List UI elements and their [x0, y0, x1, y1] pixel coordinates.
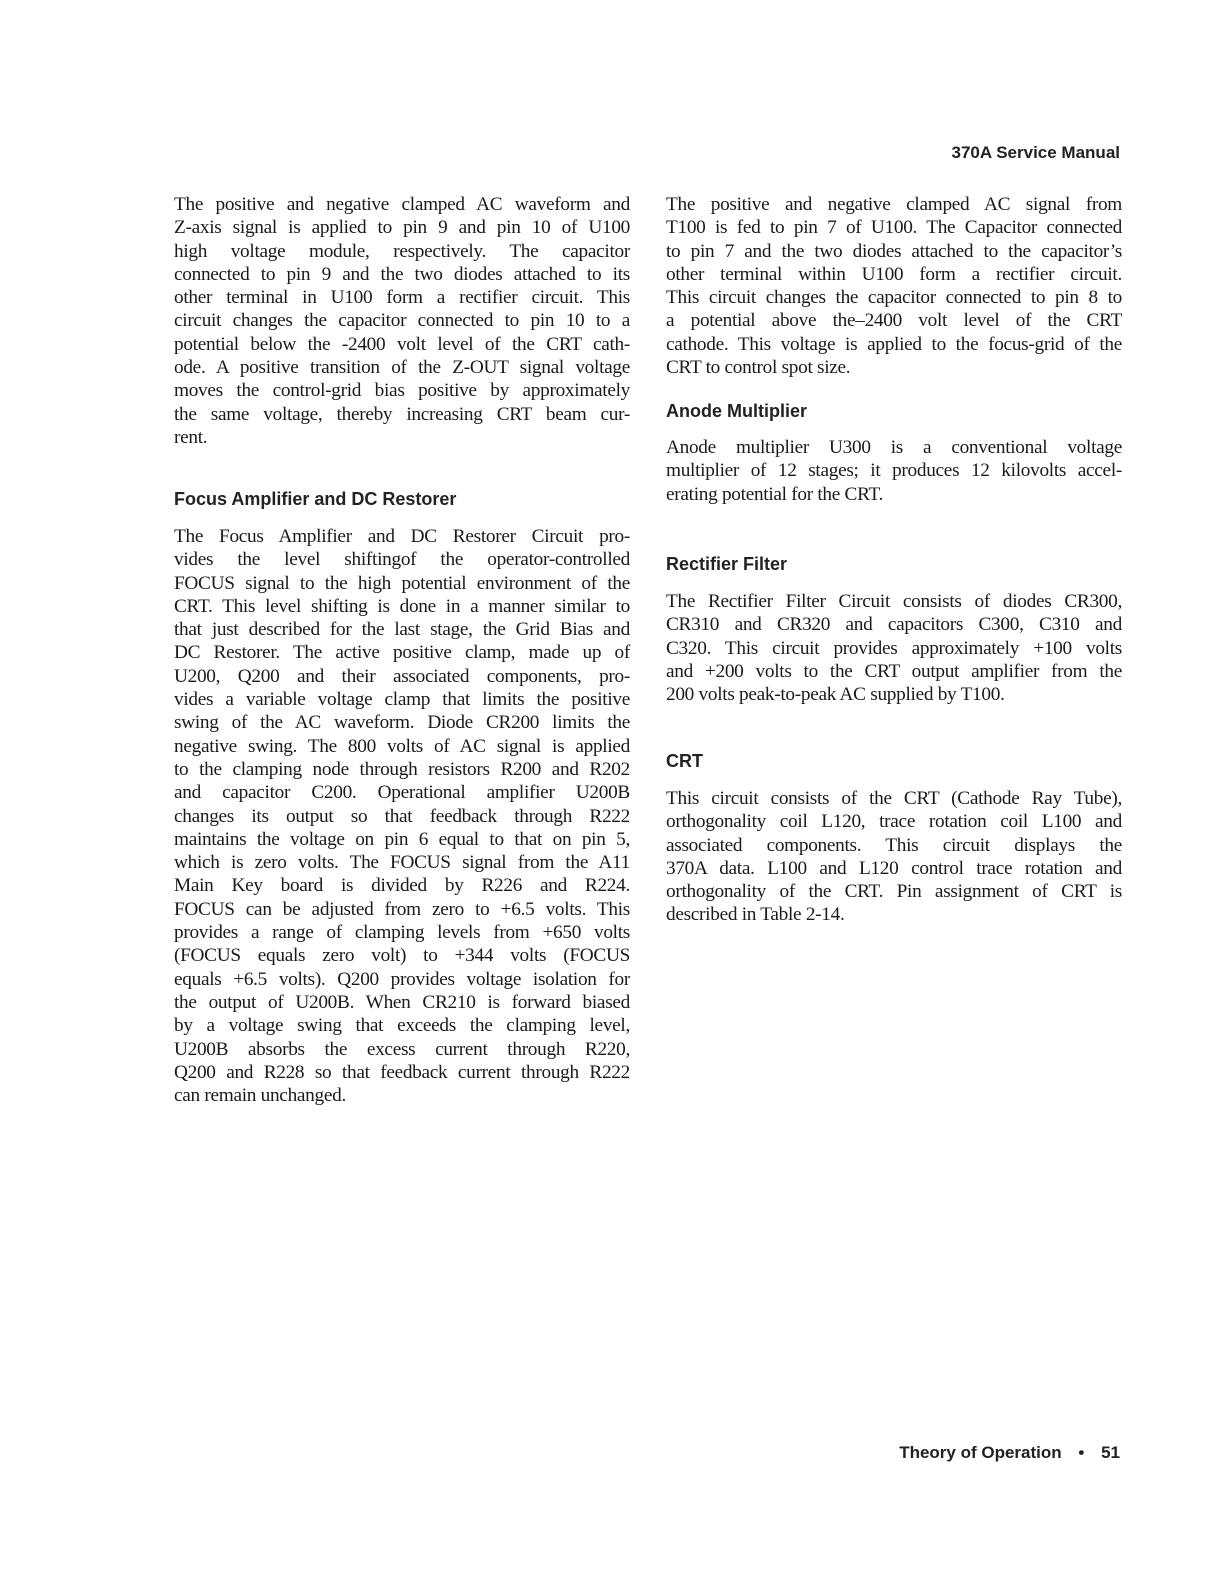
text-line: and +200 volts to the CRT output amplifier from the [666, 660, 1122, 682]
text-line: multiplier of 12 stages; it produces 12 kilovolts accel- [666, 460, 1122, 482]
text-line: can remain unchanged. [174, 1085, 346, 1107]
text-line: swing of the AC waveform. Diode CR200 limits the [174, 712, 630, 734]
text-line: DC Restorer. The active positive clamp, made up of [174, 642, 630, 664]
text-line: The positive and negative clamped AC signal from [666, 194, 1122, 215]
text-line: the same voltage, thereby increasing CRT beam cur- [174, 403, 630, 425]
paragraph-focus-grid [666, 193, 1122, 379]
text-line: U200B absorbs the excess current through R220, [174, 1038, 630, 1060]
text-line: Anode multiplier U300 is a conventional voltage [666, 437, 1122, 458]
text-line: high voltage module, respectively. The capacitor [174, 240, 630, 262]
text-line: moves the control-grid bias positive by approximately [174, 380, 630, 402]
text-line: the output of U200B. When CR210 is forward biased [174, 991, 630, 1013]
text-line: provides a range of clamping levels from +650 volts [174, 922, 630, 944]
text-line: equals +6.5 volts). Q200 provides voltage isolation for [174, 968, 630, 990]
text-line: changes its output so that feedback through R222 [174, 805, 630, 827]
text-line: which is zero volts. The FOCUS signal from the A11 [174, 852, 630, 874]
text-line: 370A data. L100 and L120 control trace rotation and [666, 857, 1122, 879]
text-line: (FOCUS equals zero volt) to +344 volts (FOCUS [174, 945, 630, 967]
text-line: C320. This circuit provides approximately +100 volts [666, 637, 1122, 659]
text-line: described in Table 2-14. [666, 904, 845, 926]
text-line: This circuit consists of the CRT (Cathode Ray Tube), [666, 788, 1122, 809]
text-line: Z-axis signal is applied to pin 9 and pin 10 of U100 [174, 217, 630, 239]
text-line: Q200 and R228 so that feedback current through R222 [174, 1061, 630, 1083]
text-line: associated components. This circuit displays the [666, 834, 1122, 856]
text-line: and capacitor C200. Operational amplifier U200B [174, 782, 630, 804]
text-line: The positive and negative clamped AC waveform and [174, 194, 630, 215]
text-line: maintains the voltage on pin 6 equal to that on pin 5, [174, 828, 630, 850]
text-line: FOCUS can be adjusted from zero to +6.5 volts. This [174, 898, 630, 920]
text-line: U200, Q200 and their associated components, pro- [174, 665, 630, 687]
paragraph-z-axis [174, 193, 630, 449]
paragraph-crt [666, 787, 1122, 927]
heading-rectifier-filter: Rectifier Filter [666, 554, 788, 574]
text-line: rent. [174, 426, 208, 448]
text-line: ode. A positive transition of the Z-OUT signal voltage [174, 357, 630, 379]
text-line: CRT to control spot size. [666, 357, 851, 379]
text-line: Main Key board is divided by R226 and R224. [174, 875, 630, 897]
footer-section: Theory of Operation [899, 1443, 1062, 1462]
page-number: 51 [1101, 1443, 1120, 1462]
text-line: The Focus Amplifier and DC Restorer Circuit pro- [174, 526, 630, 547]
text-line: 200 volts peak-to-peak AC supplied by T100. [666, 684, 1005, 706]
text-line: other terminal in U100 form a rectifier circuit. This [174, 287, 630, 309]
text-line: vides a variable voltage clamp that limits the positive [174, 689, 630, 711]
running-header: 370A Service Manual [951, 143, 1120, 162]
text-line: orthogonality of the CRT. Pin assignment of CRT is [666, 881, 1122, 903]
text-line: negative swing. The 800 volts of AC signal is applied [174, 735, 630, 757]
paragraph-focus-amplifier [174, 525, 630, 1107]
text-line: a potential above the–2400 volt level of the CRT [666, 310, 1122, 332]
text-line: potential below the -2400 volt level of the CRT cath- [174, 333, 630, 355]
paragraph-anode-multiplier [666, 436, 1122, 506]
heading-anode-multiplier: Anode Multiplier [666, 401, 807, 421]
text-line: This circuit changes the capacitor connected to pin 8 to [666, 287, 1122, 309]
text-line: CRT. This level shifting is done in a manner similar to [174, 595, 630, 617]
heading-focus-amplifier: Focus Amplifier and DC Restorer [174, 489, 457, 509]
text-line: circuit changes the capacitor connected to pin 10 to a [174, 310, 630, 332]
text-line: vides the level shiftingof the operator-controlled [174, 549, 630, 571]
text-line: by a voltage swing that exceeds the clamping level, [174, 1015, 630, 1037]
heading-crt: CRT [666, 751, 703, 771]
text-line: to the clamping node through resistors R200 and R202 [174, 758, 630, 780]
footer-bullet: • [1078, 1443, 1085, 1462]
text-line: connected to pin 9 and the two diodes attached to its [174, 263, 630, 285]
text-line: orthogonality coil L120, trace rotation coil L100 and [666, 811, 1122, 833]
paragraph-rectifier-filter [666, 590, 1122, 706]
text-line: to pin 7 and the two diodes attached to the capacitor’s [666, 240, 1122, 262]
text-line: cathode. This voltage is applied to the focus-grid of the [666, 333, 1122, 355]
text-line: erating potential for the CRT. [666, 483, 884, 505]
text-line: that just described for the last stage, the Grid Bias and [174, 619, 630, 641]
text-line: The Rectifier Filter Circuit consists of diodes CR300, [666, 591, 1122, 612]
text-line: other terminal within U100 form a rectifier circuit. [666, 263, 1122, 285]
text-line: FOCUS signal to the high potential environment of the [174, 572, 630, 594]
text-line: CR310 and CR320 and capacitors C300, C310 and [666, 614, 1122, 636]
page-footer [899, 1443, 1120, 1463]
text-line: T100 is fed to pin 7 of U100. The Capacitor connected [666, 217, 1122, 239]
